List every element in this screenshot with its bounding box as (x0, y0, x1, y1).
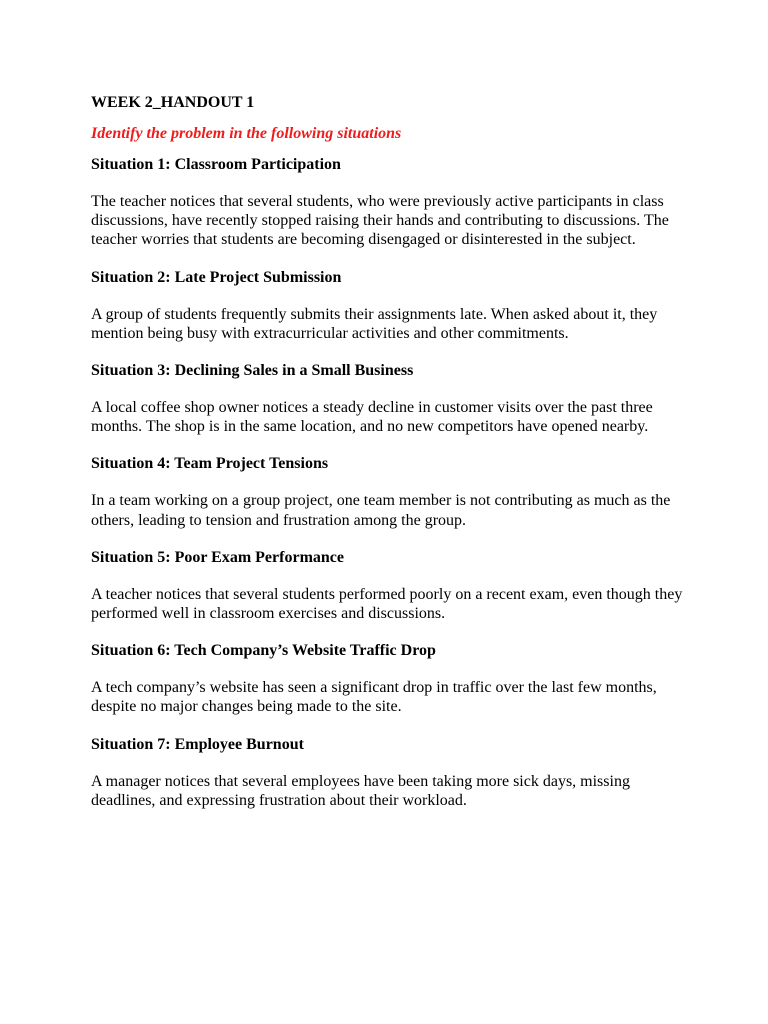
situation-7-heading: Situation 7: Employee Burnout (91, 735, 304, 753)
situation-1-heading: Situation 1: Classroom Participation (91, 156, 341, 173)
situation-6-heading: Situation 6: Tech Company’s Website Traffic Drop (91, 642, 436, 660)
document-page (91, 93, 691, 828)
situation-4-body: In a team working on a group project, one team member is not contributing as much as the others, leading to tension and frustration among the group. (91, 492, 671, 529)
situation-5-body: A teacher notices that several students performed poorly on a recent exam, even though they performed well in classroom exercises and discussions. (91, 585, 683, 623)
situation-4-heading: Situation 4: Team Project Tensions (91, 455, 329, 473)
situation-7-body: A manager notices that several employees have been taking more sick days, missing deadlines, and expressing frustration about their workload. (91, 772, 630, 809)
situation-5-heading: Situation 5: Poor Exam Performance (91, 548, 344, 566)
situation-3-heading: Situation 3: Declining Sales in a Small Business (91, 362, 414, 380)
situation-2-heading: Situation 2: Late Project Submission (91, 268, 342, 286)
document-title: WEEK 2_HANDOUT 1 (91, 94, 255, 111)
situation-3-body: A local coffee shop owner notices a steady decline in customer visits over the past three months. The shop is in the same location, and no new competitors have opened nearby. (91, 399, 653, 436)
instruction-text: Identify the problem in the following situations (91, 125, 402, 142)
situation-6-body: A tech company’s website has seen a significant drop in traffic over the last few months, despite no major changes being made to the site. (91, 679, 657, 716)
situation-1-body: The teacher notices that several students, who were previously active participants in class discussions, have recently stopped raising their hands and contributing to discussions. The teacher worries that students are becoming disengaged or disinterested in the subject. (91, 193, 669, 249)
situation-2-body: A group of students frequently submits their assignments late. When asked about it, they mention being busy with extracurricular activities and other commitments. (91, 305, 658, 342)
